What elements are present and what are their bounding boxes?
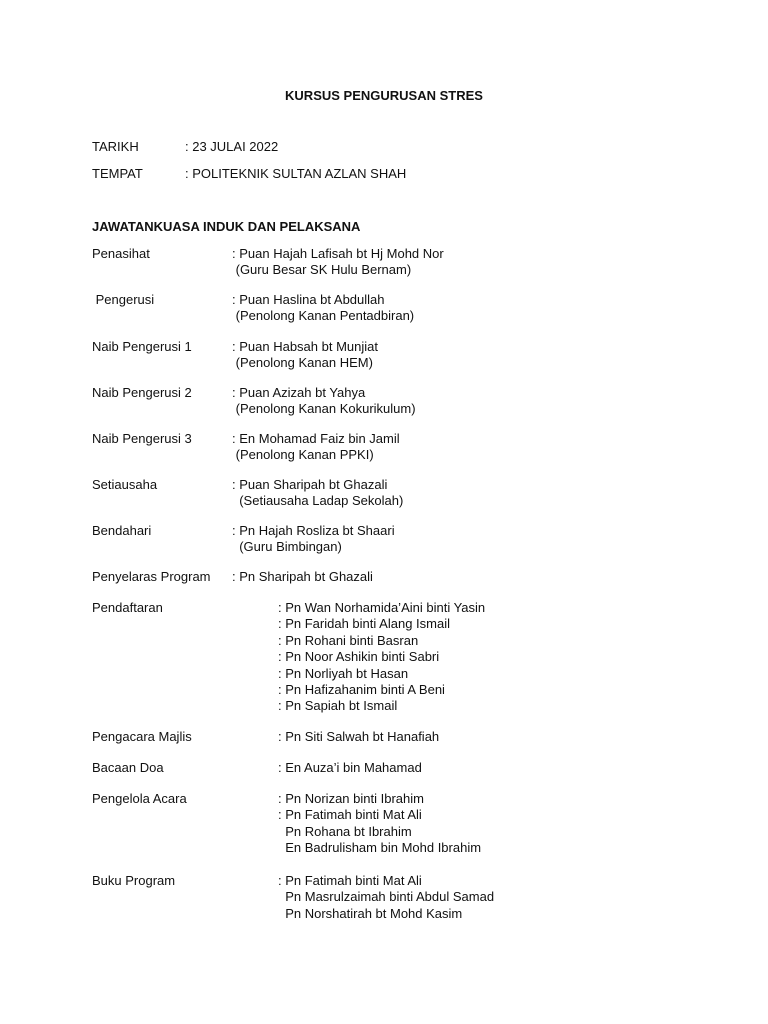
unit-label: Pengacara Majlis (92, 729, 192, 744)
member-line: : En Mohamad Faiz bin Jamil (232, 431, 400, 446)
section-title: JAWATANKUASA INDUK DAN PELAKSANA (92, 219, 361, 234)
role-label: Bendahari (92, 523, 152, 538)
member-line: (Penolong Kanan Pentadbiran) (232, 308, 415, 324)
member-line: : Pn Norizan binti Ibrahim (278, 791, 424, 806)
role-label: Penyelaras Program (92, 569, 211, 584)
member-line: : Pn Fatimah binti Mat Ali (278, 807, 422, 823)
member-line: : Puan Habsah bt Munjiat (232, 339, 378, 354)
member-line: (Penolong Kanan Kokurikulum) (232, 401, 416, 417)
meta-label: TEMPAT (92, 166, 143, 181)
member-line: (Guru Bimbingan) (232, 539, 342, 555)
role-label: Naib Pengerusi 2 (92, 385, 192, 400)
member-line: Pn Masrulzaimah binti Abdul Samad (278, 889, 495, 905)
member-line: Pn Norshatirah bt Mohd Kasim (278, 905, 463, 921)
role-label: Naib Pengerusi 1 (92, 339, 192, 354)
unit-label: Pendaftaran (92, 600, 163, 615)
meta-value: : 23 JULAI 2022 (185, 139, 279, 154)
member-line: (Setiausaha Ladap Sekolah) (232, 493, 404, 509)
role-label: Pengerusi (92, 292, 155, 307)
member-line: (Guru Besar SK Hulu Bernam) (232, 262, 412, 278)
member-line: : Pn Fatimah binti Mat Ali (278, 873, 422, 888)
member-line: : Pn Siti Salwah bt Hanafiah (278, 729, 440, 744)
member-line: : Pn Faridah binti Alang Ismail (278, 616, 450, 632)
member-line: : Pn Wan Norhamida’Aini binti Yasin (278, 600, 486, 615)
member-line: : Pn Sharipah bt Ghazali (232, 569, 373, 584)
member-line: : En Auza’i bin Mahamad (278, 760, 422, 775)
document-title: KURSUS PENGURUSAN STRES (285, 88, 483, 103)
member-line: : Puan Haslina bt Abdullah (232, 292, 385, 307)
unit-label: Bacaan Doa (92, 760, 164, 775)
member-line: : Pn Rohani binti Basran (278, 632, 419, 648)
role-label: Setiausaha (92, 477, 158, 492)
member-line: : Puan Sharipah bt Ghazali (232, 477, 388, 492)
role-label: Penasihat (92, 246, 150, 261)
member-line: : Pn Norliyah bt Hasan (278, 665, 409, 681)
member-line: : Puan Hajah Lafisah bt Hj Mohd Nor (232, 246, 444, 261)
meta-value: : POLITEKNIK SULTAN AZLAN SHAH (185, 166, 407, 181)
unit-label: Buku Program (92, 873, 176, 888)
member-line: (Penolong Kanan PPKI) (232, 447, 374, 463)
member-line: (Penolong Kanan HEM) (232, 355, 373, 371)
role-label: Naib Pengerusi 3 (92, 431, 192, 446)
member-line: : Pn Noor Ashikin binti Sabri (278, 649, 440, 665)
meta-label: TARIKH (92, 139, 139, 154)
member-line: : Pn Hajah Rosliza bt Shaari (232, 523, 395, 538)
member-line: En Badrulisham bin Mohd Ibrahim (278, 840, 482, 856)
unit-label: Pengelola Acara (92, 791, 187, 806)
member-line: Pn Rohana bt Ibrahim (278, 823, 412, 839)
member-line: : Pn Sapiah bt Ismail (278, 698, 398, 714)
member-line: : Pn Hafizahanim binti A Beni (278, 681, 445, 697)
member-line: : Puan Azizah bt Yahya (232, 385, 366, 400)
